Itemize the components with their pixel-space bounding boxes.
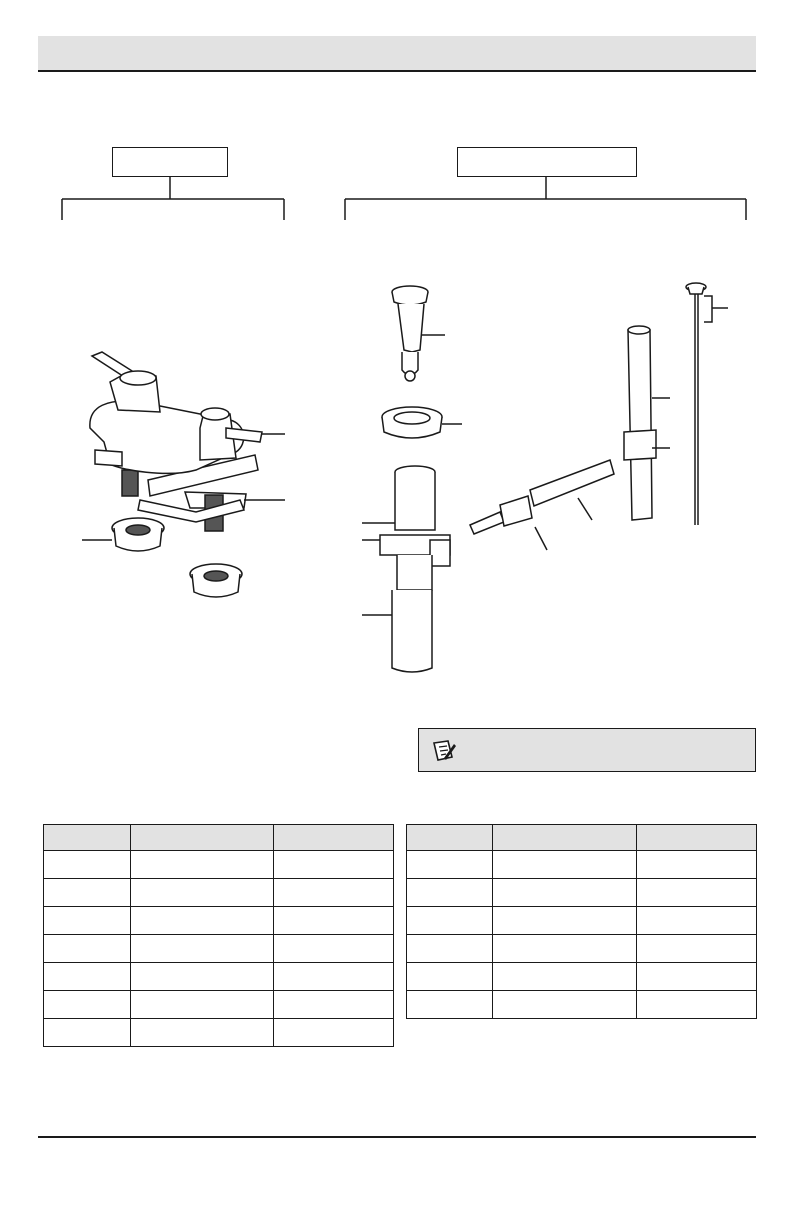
table-header-row: [407, 825, 757, 851]
drain-body: [362, 466, 450, 672]
table-cell: [131, 851, 274, 879]
faucet-illustration: [90, 352, 285, 531]
table-row: [44, 991, 394, 1019]
table-cell: [44, 851, 131, 879]
table-cell: [44, 879, 131, 907]
table-cell: [637, 879, 757, 907]
column-header: [407, 825, 493, 851]
table-cell: [131, 963, 274, 991]
lift-rod: [686, 283, 728, 525]
table-cell: [274, 991, 394, 1019]
table-cell: [493, 963, 637, 991]
pivot-rod: [470, 460, 614, 550]
table-cell: [493, 851, 637, 879]
drain-flange: [382, 407, 462, 438]
column-header: [637, 825, 757, 851]
table-cell: [274, 935, 394, 963]
table-cell: [407, 851, 493, 879]
table-cell: [274, 963, 394, 991]
table-cell: [44, 963, 131, 991]
footer-rule: [38, 1136, 756, 1138]
column-header: [493, 825, 637, 851]
table-cell: [407, 907, 493, 935]
table-cell: [44, 907, 131, 935]
table-cell: [274, 879, 394, 907]
table-cell: [493, 991, 637, 1019]
table-row: [44, 935, 394, 963]
table-row: [44, 879, 394, 907]
table-cell: [131, 907, 274, 935]
table-header-row: [44, 825, 394, 851]
left-parts-table: [43, 824, 394, 1047]
table-row: [44, 851, 394, 879]
note-pencil-icon: [431, 738, 457, 764]
table-cell: [274, 1019, 394, 1047]
table-row: [407, 963, 757, 991]
table-row: [44, 963, 394, 991]
clevis-strap: [624, 326, 670, 520]
table-cell: [274, 907, 394, 935]
table-cell: [44, 991, 131, 1019]
table-cell: [637, 851, 757, 879]
table-row: [407, 991, 757, 1019]
column-header: [44, 825, 131, 851]
drain-stopper: [392, 286, 445, 381]
table-row: [44, 907, 394, 935]
table-row: [407, 907, 757, 935]
table-row: [44, 1019, 394, 1047]
table-row: [407, 935, 757, 963]
table-cell: [493, 879, 637, 907]
table-row: [407, 851, 757, 879]
table-cell: [407, 963, 493, 991]
table-row: [407, 879, 757, 907]
table-cell: [131, 991, 274, 1019]
table-cell: [637, 935, 757, 963]
column-header: [131, 825, 274, 851]
table-cell: [637, 991, 757, 1019]
table-cell: [407, 879, 493, 907]
faucet-bracket: [62, 176, 284, 220]
table-cell: [44, 935, 131, 963]
table-cell: [407, 991, 493, 1019]
right-parts-table: [406, 824, 757, 1019]
table-cell: [131, 879, 274, 907]
table-cell: [637, 963, 757, 991]
table-cell: [637, 907, 757, 935]
table-cell: [131, 1019, 274, 1047]
table-cell: [493, 935, 637, 963]
table-cell: [407, 935, 493, 963]
mounting-nut-2: [190, 564, 242, 597]
column-header: [274, 825, 394, 851]
table-cell: [131, 935, 274, 963]
note-box: [418, 728, 756, 772]
table-cell: [493, 907, 637, 935]
drain-bracket: [345, 176, 746, 220]
mounting-nut-1: [82, 518, 164, 551]
table-cell: [274, 851, 394, 879]
table-cell: [44, 1019, 131, 1047]
